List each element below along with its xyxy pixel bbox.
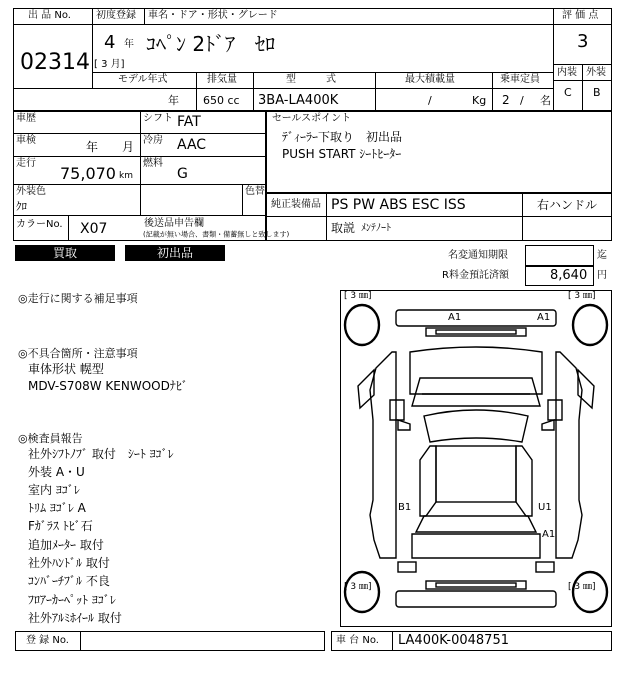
inspector-line: 社外ｱﾙﾐﾎｲｰﾙ 取付 <box>28 611 122 625</box>
repaint-label: 色替 <box>245 186 265 197</box>
max-load-label: 最大積載量 <box>405 74 455 85</box>
lot-no-label: 出 品 No. <box>28 10 71 21</box>
inspector-line: 社外ﾊﾝﾄﾞﾙ 取付 <box>28 556 110 570</box>
shift-value: FAT <box>177 114 201 130</box>
shift-label: シフト <box>143 113 173 124</box>
sales-point-line1: ﾃﾞｨｰﾗｰ下取り 初出品 <box>282 130 403 144</box>
tread-front-left: [ 3 ㎜] <box>344 291 372 301</box>
tread-rear-left: [ 3 ㎜] <box>344 582 372 592</box>
inspector-line: Fｶﾞﾗｽ ﾄﾋﾞ石 <box>28 519 93 533</box>
chassis-no-label: 車 台 No. <box>336 635 379 646</box>
mileage-unit: km <box>119 171 133 181</box>
ac-value: AAC <box>177 137 207 153</box>
sales-point-label: セールスポイント <box>272 113 352 124</box>
capacity-slash: / <box>520 94 524 107</box>
damage-mark-front-right: A1 <box>537 312 551 323</box>
first-reg-year-unit: 年 <box>124 39 134 50</box>
inspector-line: 外装 A・U <box>28 465 85 479</box>
inspection-month-unit: 月 <box>122 140 135 154</box>
aftermarket-note: (記載が無い場合、書類・備蓄無しと致します) <box>143 230 290 239</box>
buy-badge: 買取 <box>15 245 115 261</box>
inspector-line: 室内 ﾖｺﾞﾚ <box>28 483 80 497</box>
fuel-value: G <box>177 166 188 182</box>
tread-rear-right: [ 3 ㎜] <box>568 582 596 592</box>
car-name-label: 車名・ドア・形状・グレード <box>148 10 278 21</box>
max-load-unit: Kg <box>472 94 487 107</box>
inspector-line: 社外ｼﾌﾄﾉﾌﾞ 取付 ｼｰﾄ ﾖｺﾞﾚ <box>28 447 174 461</box>
equipment-items: PS PW ABS ESC ISS <box>331 197 466 213</box>
displacement-value: 650 cc <box>203 94 240 107</box>
capacity-value: 2 <box>502 93 510 107</box>
sales-point-line2: PUSH START ｼｰﾄﾋｰﾀｰ <box>282 147 402 161</box>
supplement-title: ◎走行に関する補足事項 <box>18 292 138 305</box>
color-no-value: X07 <box>80 221 108 237</box>
aftermarket-label: 後送品申告欄 <box>144 218 204 229</box>
inspection-year-unit: 年 <box>86 140 99 154</box>
inspector-line: ｺﾝﾊﾞｰﾁﾌﾞﾙ 不良 <box>28 574 110 588</box>
mileage-label: 走行 <box>16 158 36 169</box>
inspector-line: ﾌﾛｱｰｶｰﾍﾟｯﾄ ﾖｺﾞﾚ <box>28 593 116 607</box>
ext-color-value: ｸﾛ <box>16 200 27 213</box>
damage-mark-front-left: A1 <box>448 312 462 323</box>
mileage-value: 75,070 <box>60 164 116 183</box>
first-reg-month: [ 3 月] <box>94 59 125 70</box>
registration-no-label: 登 録 No. <box>26 635 69 646</box>
type-value: 3BA-LA400K <box>258 93 339 108</box>
type-label: 型 式 <box>286 74 336 85</box>
rating-label: 評 価 点 <box>562 10 599 21</box>
drive-side: 右ハンドル <box>537 198 598 212</box>
ac-label: 冷房 <box>143 135 163 146</box>
damage-mark-right-rear: A1 <box>542 529 556 540</box>
max-load-slash: / <box>428 94 432 107</box>
recycle-unit: 円 <box>597 270 607 281</box>
car-outline-icon <box>340 290 612 627</box>
capacity-unit: 名 <box>540 94 551 107</box>
capacity-label: 乗車定員 <box>500 74 540 85</box>
rating-value: 3 <box>577 31 589 52</box>
recycle-label: R料金預託済額 <box>442 270 509 281</box>
color-no-label: カラーNo. <box>16 219 63 230</box>
interior-grade: C <box>564 86 572 99</box>
defect-line: 車体形状 幌型 <box>28 362 104 376</box>
interior-label: 内装 <box>557 67 577 78</box>
manual-label: 取説 <box>331 221 356 235</box>
model-year-label: モデル年式 <box>118 74 168 85</box>
name-change-label: 名変通知期限 <box>448 250 508 261</box>
exterior-grade: B <box>593 86 601 99</box>
inspector-title: ◎検査員報告 <box>18 432 83 445</box>
defect-title: ◎不具合箇所・注意事項 <box>18 347 138 360</box>
damage-mark-right-side: U1 <box>538 502 552 513</box>
ext-color-label: 外装色 <box>16 186 46 197</box>
manual-value: ﾒﾝﾃﾉｰﾄ <box>361 223 391 234</box>
fuel-label: 燃料 <box>143 158 163 169</box>
chassis-no-value: LA400K-0048751 <box>398 633 509 648</box>
displacement-label: 排気量 <box>207 74 237 85</box>
first-reg-label: 初度登録 <box>96 10 136 21</box>
exterior-label: 外装 <box>586 67 606 78</box>
first-reg-year: 4 <box>104 32 116 53</box>
model-year-unit: 年 <box>168 94 179 107</box>
recycle-amount: 8,640 <box>550 268 588 283</box>
first-listing-badge: 初出品 <box>125 245 225 261</box>
inspector-line: ﾄﾘﾑ ﾖｺﾞﾚ A <box>28 501 86 515</box>
equipment-label: 純正装備品 <box>271 199 321 210</box>
inspection-label: 車検 <box>16 135 36 146</box>
name-change-unit: 迄 <box>597 250 607 261</box>
tread-front-right: [ 3 ㎜] <box>568 291 596 301</box>
car-name: ｺﾍﾟﾝ 2ﾄﾞｱ ｾﾛ <box>146 32 276 56</box>
history-label: 車歴 <box>16 113 36 124</box>
defect-line: MDV-S708W KENWOODﾅﾋﾞ <box>28 379 188 393</box>
inspector-line: 追加ﾒｰﾀｰ 取付 <box>28 538 104 552</box>
lot-no: 02314 <box>20 50 90 75</box>
damage-mark-left-side: B1 <box>398 502 412 513</box>
